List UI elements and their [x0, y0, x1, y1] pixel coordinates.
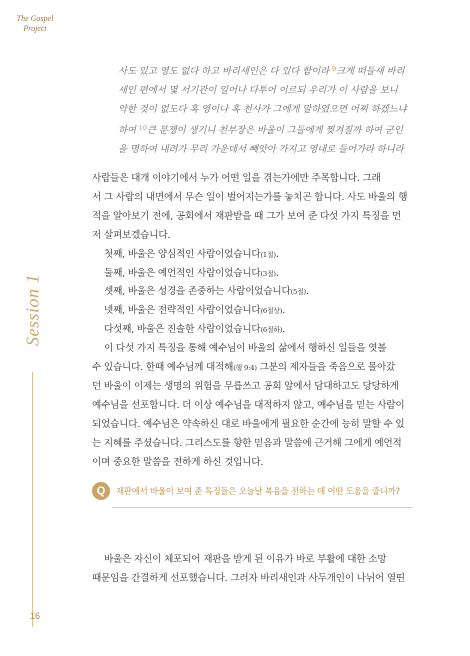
line-text: 적을 알아보기 전에, 공회에서 재판받을 때 그가 보여 준 다섯 가지 특징을 먼	[92, 210, 402, 222]
body-paragraph-2	[92, 551, 412, 589]
text-line	[92, 227, 412, 246]
session-label-text: Session 1	[22, 274, 43, 346]
text-line	[92, 416, 412, 435]
line-text: 는 지혜를 주셨습니다. 그리스도를 향한 믿음과 말씀에 근거해 그에게 예언적	[92, 437, 402, 449]
line-text: 되었습니다. 예수님은 약속하신 대로 바울에게 필요한 순간에 능히 말할 수 있	[92, 418, 405, 430]
answer-line	[112, 507, 412, 508]
text-line	[92, 378, 412, 397]
scripture-reference: (6절하)	[260, 326, 283, 335]
text-line	[92, 265, 412, 284]
text-line	[92, 340, 412, 359]
line-text: 수 있습니다. 한때 예수님께 대적해	[92, 362, 234, 374]
session-label	[22, 255, 44, 365]
text-line	[118, 119, 410, 140]
text-line	[118, 81, 410, 100]
text-line	[118, 60, 410, 81]
session-divider	[32, 372, 33, 627]
text-line	[92, 170, 412, 189]
text-line	[92, 551, 412, 570]
scripture-reference: (5절)	[290, 288, 306, 297]
line-text-continued: .	[282, 305, 286, 317]
line-text-continued: 큰 분쟁이 생기니 천부장은 바울이 그들에게 찢겨질까 하여 군인	[146, 125, 403, 136]
line-text-continued: .	[275, 267, 279, 279]
line-text: 던 바울이 이제는 생명의 위험을 무릅쓰고 공회 앞에서 담대하고도 당당하게	[92, 380, 399, 392]
text-line	[92, 283, 412, 302]
line-text-continued: .	[275, 248, 279, 260]
text-line	[92, 397, 412, 416]
text-line	[92, 321, 412, 340]
line-text: 저 살펴보겠습니다.	[92, 229, 171, 241]
page-number: 16	[30, 611, 41, 621]
scripture-reference: (6절상)	[260, 307, 283, 316]
line-text-continued: 그분의 제자들을 죽음으로 몰아갔	[256, 362, 396, 374]
scripture-reference: (3절)	[260, 269, 276, 278]
line-text: 하여	[118, 125, 139, 136]
scripture-quote	[118, 60, 410, 159]
running-head-line1: The Gospel	[16, 14, 54, 23]
line-text: 첫째, 바울은 양심적인 사람이었습니다	[104, 248, 261, 260]
text-line	[118, 140, 410, 159]
line-text: 때문임을 간결하게 선포했습니다. 그러자 바리새인과 사두개인이 나뉘어 열띤	[92, 572, 405, 584]
line-text: 새인 편에서 몇 서기관이 일어나 다투어 이르되 우리가 이 사람을 보니	[118, 85, 398, 96]
text-line	[92, 570, 412, 589]
text-line	[92, 189, 412, 208]
line-text: 넷째, 바울은 전략적인 사람이었습니다	[104, 305, 261, 317]
line-text-continued: .	[282, 324, 286, 336]
question-badge: Q	[92, 482, 110, 500]
line-text: 을 명하여 내려가 무리 가운데서 빼앗아 가지고 영내로 들어가라 하니라	[118, 144, 404, 155]
question-text: 재판에서 바울이 보여 준 특징들은 오늘날 복음을 전하는 데 어떤 도움을 줍니까?	[116, 486, 400, 496]
line-text-continued: 크게 떠들새 바리	[336, 66, 405, 77]
text-line	[92, 246, 412, 265]
text-line	[92, 208, 412, 227]
line-text: 이며 중요한 말씀을 전하게 하신 것입니다.	[92, 456, 264, 468]
running-head	[8, 14, 62, 34]
verse-number: 9	[332, 65, 337, 73]
scripture-reference: (1절)	[260, 250, 276, 259]
text-line	[92, 359, 412, 378]
line-text: 이 다섯 가지 특징을 통해 예수님이 바울의 삶에서 행하신 일들을 엿볼	[104, 343, 387, 355]
verse-number: 10	[138, 124, 147, 132]
line-text: 예수님을 선포합니다. 더 이상 예수님을 대적하지 않고, 예수님을 믿는 사람이	[92, 399, 405, 411]
text-line	[92, 302, 412, 321]
running-head-line2: Project	[23, 24, 47, 33]
text-line	[92, 435, 412, 454]
scripture-reference: (행 9:4)	[233, 364, 257, 373]
line-text: 서 그 사람의 내면에서 무슨 일이 벌어지는가를 놓치곤 합니다. 사도 바울의 행	[92, 191, 408, 203]
line-text: 셋째, 바울은 성경을 존중하는 사람이었습니다	[104, 286, 291, 298]
discussion-question	[92, 482, 412, 522]
line-text: 악한 것이 없도다 혹 영이나 혹 천사가 그에게 말하였으면 어찌 하겠느냐	[118, 104, 407, 115]
line-text: 사도 있고 영도 없다 하고 바리새인은 다 있다 함이라	[118, 66, 333, 77]
text-line	[92, 454, 412, 473]
line-text: 바울은 자신이 체포되어 재판을 받게 된 이유가 바로 부활에 대한 소망	[104, 554, 387, 565]
line-text-continued: .	[305, 286, 309, 298]
body-paragraph-1	[92, 170, 412, 473]
line-text: 사람들은 대개 이야기에서 누가 어떤 일을 겪는가에만 주목합니다. 그래	[92, 173, 381, 184]
line-text: 둘째, 바울은 예언적인 사람이었습니다	[104, 267, 261, 279]
line-text: 다섯째, 바울은 진솔한 사람이었습니다	[104, 324, 261, 336]
text-line	[118, 100, 410, 119]
